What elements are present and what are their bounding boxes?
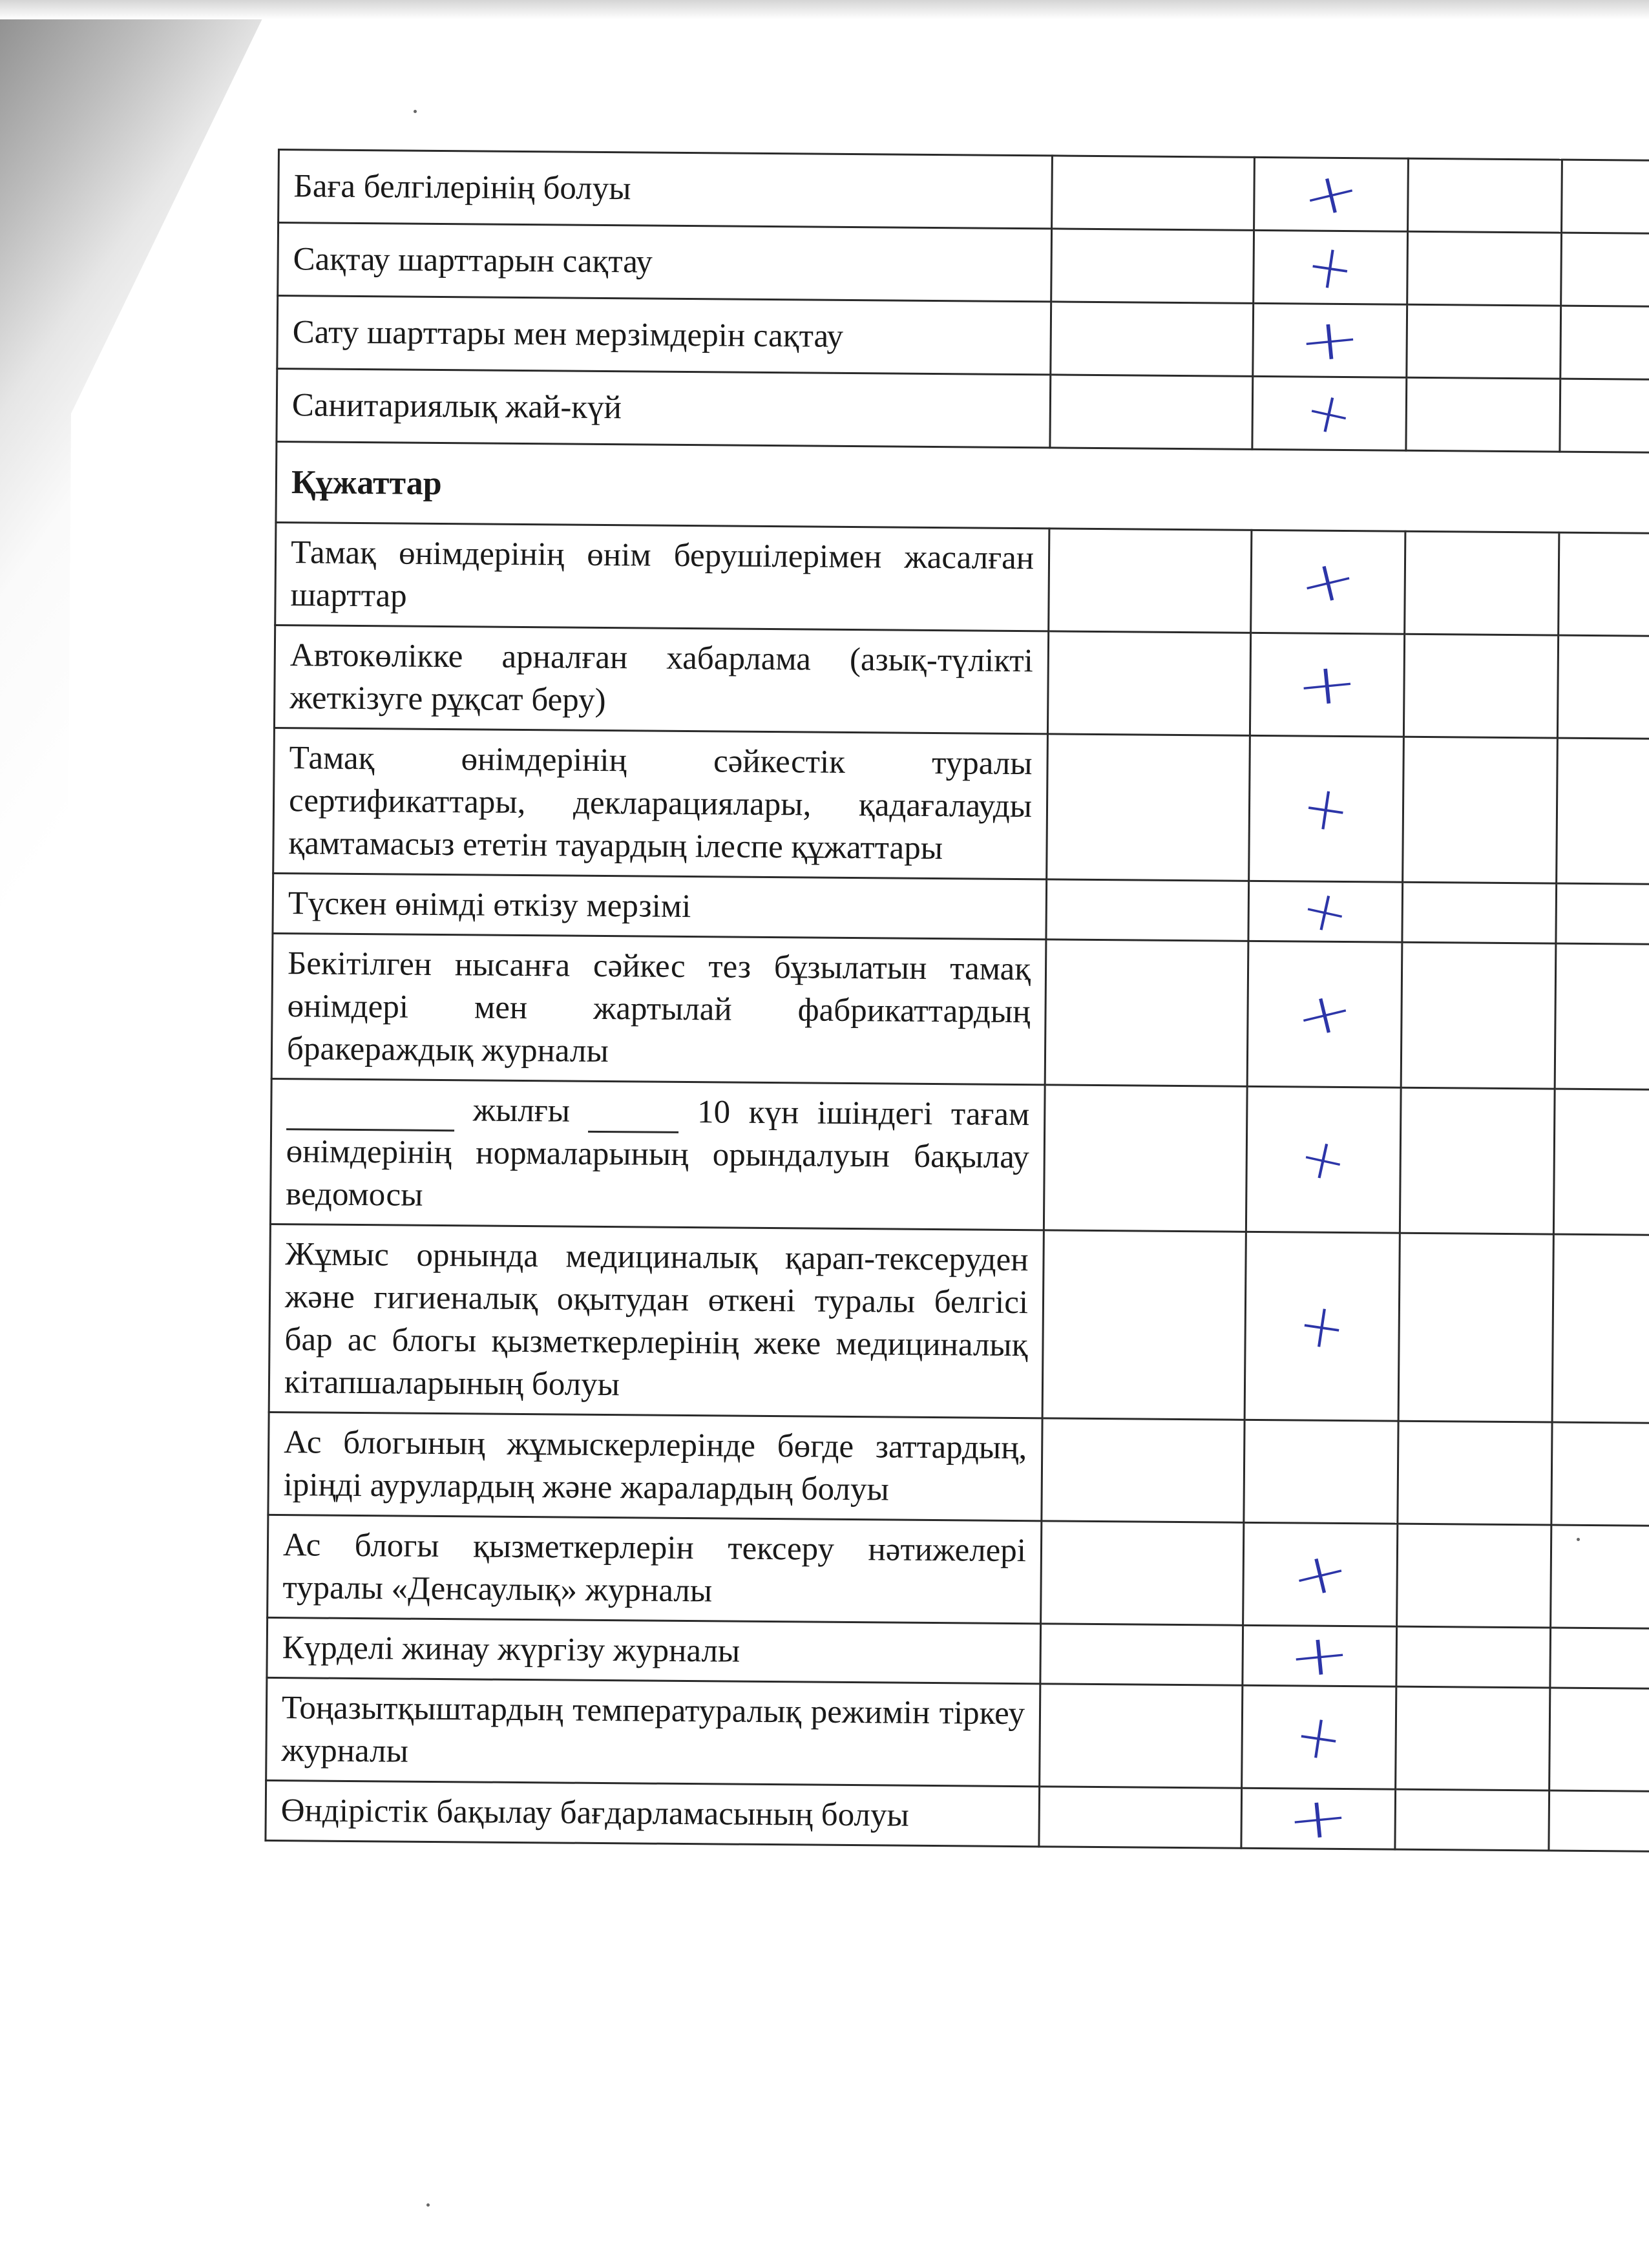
empty-cell xyxy=(1549,1790,1649,1852)
empty-cell xyxy=(1560,306,1649,380)
empty-cell xyxy=(1047,734,1250,881)
plus-mark: + xyxy=(1294,1288,1350,1365)
row-label: Бекітілген нысанға сәйкес тез бұзылатын тамақ өнімдері мен жартылай фабрикаттардың бракераждық журналы xyxy=(271,933,1046,1084)
empty-cell xyxy=(1395,1789,1549,1851)
plus-mark: + xyxy=(1290,1699,1347,1776)
table-row xyxy=(268,1515,1649,1628)
check-mark-cell xyxy=(1254,230,1408,304)
check-mark-cell xyxy=(1253,303,1407,377)
empty-cell xyxy=(1051,229,1254,303)
check-mark-cell xyxy=(1249,735,1404,882)
table-row xyxy=(278,223,1649,307)
row-label: Сату шарттары мен мерзімдерін сақтау xyxy=(277,296,1051,375)
empty-cell xyxy=(1561,233,1649,307)
empty-cell xyxy=(1398,1233,1553,1422)
plus-mark: + xyxy=(1299,377,1360,450)
table-row xyxy=(273,873,1649,944)
empty-cell xyxy=(1562,160,1649,234)
scan-speck xyxy=(414,110,417,113)
empty-cell xyxy=(1039,1787,1242,1848)
row-label: Автокөлікке арналған хабарлама (азық-түлікті жеткізуге рұқсат беру) xyxy=(274,625,1048,733)
table-row xyxy=(271,933,1649,1089)
section-row xyxy=(276,441,1649,533)
empty-cell xyxy=(1403,634,1558,738)
empty-cell xyxy=(1549,1688,1649,1792)
empty-cell xyxy=(1402,882,1557,943)
empty-cell xyxy=(1403,737,1558,883)
check-mark-cell xyxy=(1250,633,1404,737)
scan-shadow-top xyxy=(0,0,1649,19)
empty-cell xyxy=(1046,879,1249,941)
empty-cell xyxy=(1049,529,1252,633)
blank-line xyxy=(286,1096,454,1131)
plus-mark: + xyxy=(1292,543,1364,620)
section-title: Құжаттар xyxy=(276,441,1649,533)
empty-cell xyxy=(1557,635,1649,739)
row-label-with-blanks xyxy=(270,1078,1045,1230)
empty-cell xyxy=(1552,1234,1649,1423)
plus-mark: + xyxy=(1288,976,1361,1053)
empty-cell xyxy=(1396,1626,1551,1688)
row-label: Санитариялық жай-күй xyxy=(277,369,1051,448)
row-label-part: 10 күн ішіндегі тағам өнімдерінің нормаларының орындалуын бақылау ведомосы xyxy=(286,1094,1030,1213)
row-label: Күрделі жинау жүргізу журналы xyxy=(267,1617,1041,1683)
empty-cell xyxy=(1047,631,1250,735)
check-mark-cell xyxy=(1252,376,1407,450)
table-row xyxy=(277,369,1649,453)
row-label: Тамақ өнімдерінің сәйкестік туралы сертификаттары, декларациялары, қадағалауды қамтамасыз ететін тауардың ілеспе құжаттары xyxy=(273,728,1048,879)
check-mark-cell xyxy=(1247,941,1402,1087)
plus-mark: + xyxy=(1296,875,1356,949)
empty-cell xyxy=(1550,1628,1649,1689)
table-row xyxy=(273,728,1649,884)
empty-cell xyxy=(1398,1421,1552,1525)
empty-cell xyxy=(1050,375,1253,449)
scan-speck xyxy=(426,2203,430,2207)
empty-cell xyxy=(1551,1525,1649,1629)
row-label: Өндірістік бақылау бағдарламасының болуы xyxy=(266,1780,1040,1846)
table-row xyxy=(278,150,1649,234)
empty-cell xyxy=(1044,1085,1247,1232)
table-row xyxy=(266,1780,1649,1851)
check-mark-cell xyxy=(1245,1232,1400,1421)
row-label: Ас блогының жұмыскерлерінде бөгде заттардың, іріңді аурулардың және жаралардың болуы xyxy=(268,1412,1042,1520)
empty-cell xyxy=(1397,1524,1551,1628)
row-label-part: жылғы xyxy=(472,1092,571,1129)
plus-mark: + xyxy=(1295,305,1365,376)
check-mark-cell xyxy=(1254,157,1409,231)
empty-cell xyxy=(1405,531,1559,635)
check-mark-cell xyxy=(1241,1783,1396,1854)
empty-cell xyxy=(1560,379,1649,453)
plus-mark: + xyxy=(1284,1536,1356,1613)
check-mark-cell xyxy=(1243,1522,1398,1626)
empty-cell xyxy=(1406,377,1560,452)
empty-cell xyxy=(1052,156,1255,230)
check-mark-cell xyxy=(1242,1685,1396,1789)
empty-cell xyxy=(1553,1089,1649,1235)
empty-cell xyxy=(1556,883,1649,945)
row-label: Жұмыс орнында медициналық қарап-тексеруден және гигиеналық оқытудан өткені туралы белгісі бар ас блогы қызметкерлерінің жеке медициналық кітапшаларының болуы xyxy=(269,1224,1044,1418)
empty-cell xyxy=(1042,1230,1246,1420)
empty-cell xyxy=(1555,943,1649,1090)
row-label: Тоңазытқыштардың температуралық режимін тіркеу журналы xyxy=(266,1677,1040,1786)
check-mark-cell xyxy=(1251,530,1405,634)
empty-cell xyxy=(1045,940,1248,1086)
row-label: Ас блогы қызметкерлерін тексеру нәтижелері туралы «Денсаулық» журналы xyxy=(268,1515,1042,1623)
checklist-table xyxy=(264,149,1649,1853)
empty-cell xyxy=(1407,304,1561,379)
plus-mark: + xyxy=(1292,649,1362,720)
table-row xyxy=(275,522,1649,636)
empty-cell xyxy=(1400,1087,1555,1234)
plus-mark: + xyxy=(1285,1621,1354,1692)
table-row xyxy=(270,1078,1649,1235)
empty-cell xyxy=(1042,1418,1245,1522)
check-mark-cell xyxy=(1244,1420,1398,1524)
table-row xyxy=(269,1224,1649,1423)
table-row xyxy=(268,1412,1649,1526)
empty-cell xyxy=(1408,158,1562,233)
empty-cell xyxy=(1040,1684,1243,1788)
row-label: Түскен өнімді өткізу мерзімі xyxy=(273,873,1047,939)
plus-mark: + xyxy=(1294,1123,1354,1197)
plus-mark: + xyxy=(1297,770,1355,848)
row-label: Сақтау шарттарын сақтау xyxy=(278,223,1052,302)
empty-cell xyxy=(1051,302,1254,376)
empty-cell xyxy=(1551,1422,1649,1526)
plus-mark: + xyxy=(1283,1783,1353,1854)
table-row xyxy=(266,1677,1649,1791)
check-mark-cell xyxy=(1243,1621,1397,1692)
row-label: Баға белгілерінің болуы xyxy=(278,150,1053,229)
check-mark-cell xyxy=(1248,875,1403,949)
empty-cell xyxy=(1396,1686,1550,1790)
table-row xyxy=(267,1617,1649,1688)
empty-cell xyxy=(1401,942,1556,1089)
row-label: Тамақ өнімдерінің өнім берушілерімен жасалған шарттар xyxy=(275,522,1049,631)
blank-line xyxy=(588,1098,678,1133)
check-mark-cell xyxy=(1246,1086,1401,1233)
empty-cell xyxy=(1407,231,1562,306)
plus-mark: + xyxy=(1302,229,1359,306)
plus-mark: + xyxy=(1295,156,1367,233)
empty-cell xyxy=(1557,738,1649,885)
table-row xyxy=(277,296,1649,380)
empty-cell xyxy=(1040,1624,1243,1685)
empty-cell xyxy=(1559,532,1649,636)
empty-cell xyxy=(1041,1521,1244,1625)
table-row xyxy=(274,625,1649,739)
